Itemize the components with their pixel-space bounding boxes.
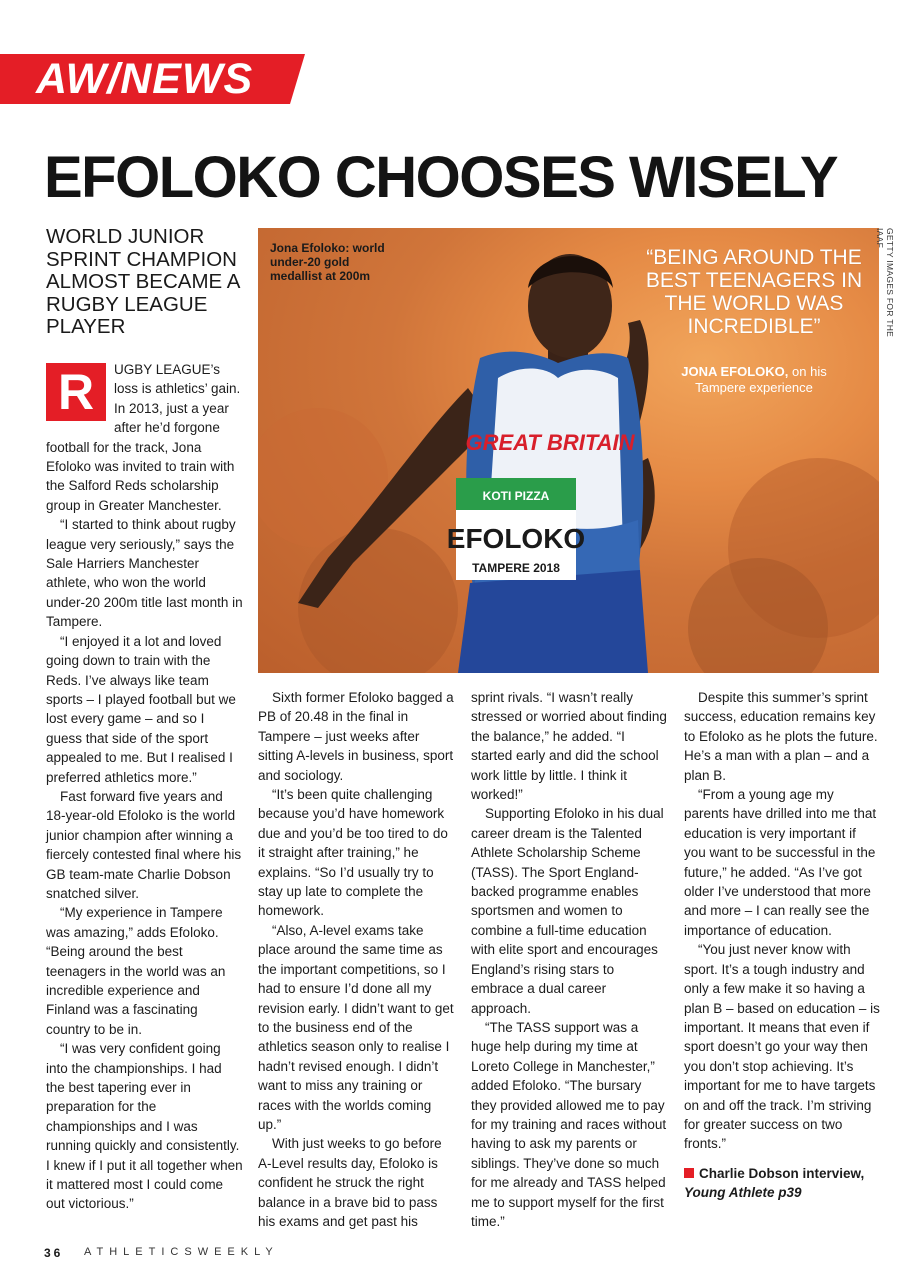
photo-caption: Jona Efoloko: world under-20 gold medallist at 200m (270, 241, 385, 283)
bib-sponsor: KOTI PIZZA (482, 489, 550, 503)
body-column-2 (258, 688, 455, 1231)
photo-credit: GETTY IMAGES FOR THE IAAF (875, 228, 895, 338)
paragraph: “The TASS support was a huge help during my time at Loreto College in Manchester,” added Efoloko. “The bursary they provided allowed me to pay for my training and races without having to ask my parents or siblings. They’ve done so much for me already and TASS helped me to support myself for the first time.” (471, 1019, 667, 1229)
paragraph: “My experience in Tampere was amazing,” adds Efoloko. “Being around the best teenagers in the world was an incredible experience and Finland was a fascinating country to be in. (46, 905, 226, 1037)
paragraph: UGBY LEAGUE’s loss is athletics’ gain. In 2013, just a year after he’d forgone football for the track, Jona Efoloko was invited to train with the Salford Reds scholarship group in Greater Manchester. (46, 362, 241, 513)
paragraph: Supporting Efoloko in his dual career dream is the Talented Athlete Scholarship Scheme (TASS). The Sport England-backed programme enables sportsmen and women to combine a full-time education with elite sport and encourages England’s rising stars to embrace a dual career approach. (471, 806, 664, 1016)
bib-name: EFOLOKO (446, 523, 586, 554)
paragraph: “I started to think about rugby league very seriously,” says the Sale Harriers Manchester athlete, who won the world under-20 200m title last month in Tampere. (46, 517, 243, 630)
paragraph: “Also, A-level exams take place around the same time as the important competitions, so I had to ensure I’d done all my revision early. I didn’t want to get to the business end of the athletics season only to realise I hadn’t revised enough. I didn’t want to miss any training or races with the worlds coming up.” (258, 922, 454, 1132)
body-column-1 (46, 360, 243, 1214)
paragraph: “I was very confident going into the championships. I had the best tapering ever in preparation for the championships and I was running quickly and consistently. I knew if I put it all together when it mattered most I could come out victorious.” (46, 1041, 243, 1212)
pull-quote-attribution (669, 364, 839, 396)
paragraph: “It’s been quite challenging because you’d have homework due and you’d be too tired to do it straight after training,” he explains. “So I’d usually try to stay up late to complete the homework. (258, 787, 448, 919)
vest-text: GREAT BRITAIN (465, 430, 635, 455)
standfirst: WORLD JUNIOR SPRINT CHAMPION ALMOST BECAME A RUGBY LEAGUE PLAYER (46, 225, 240, 338)
pull-quote-name: JONA EFOLOKO, (681, 364, 789, 379)
square-bullet-icon (684, 1168, 694, 1178)
signoff-lead: Charlie Dobson interview, (699, 1165, 865, 1181)
headline: EFOLOKO CHOOSES WISELY (44, 145, 838, 210)
pull-quote-context: on his Tampere experience (695, 364, 827, 395)
paragraph: “From a young age my parents have drilled into me that education is very important if you want to be successful in the future,” he added. “As I’ve got older I’ve understood that more and more – I can really see the importance of education. (684, 787, 877, 938)
drop-cap: R (46, 363, 106, 421)
athlete-photo (258, 228, 879, 673)
paragraph: “I enjoyed it a lot and loved going down to train with the Reds. I’ve always like team sports – I played football but we lost every game – and so I guess that side of the sport appealed to me. But I realised I preferred athletics more.” (46, 633, 236, 785)
section-label: AW/NEWS (36, 55, 254, 103)
publication-name: ATHLETICSWEEKLY (84, 1246, 279, 1258)
signoff-reference: Young Athlete p39 (684, 1184, 802, 1200)
paragraph: Despite this summer’s sprint success, education remains key to Efoloko as he plots the future. He’s a man with a plan – and a plan B. (684, 690, 878, 783)
page-number: 36 (44, 1246, 64, 1260)
paragraph: sprint rivals. “I wasn’t really stressed or worried about finding the balance,” he added. “I started early and did the school work little by little. I think it worked!” (471, 690, 667, 803)
paragraph: Fast forward five years and 18-year-old Efoloko is the world junior champion after winning a fiercely contested final where his GB team-mate Charlie Dobson snatched silver. (46, 788, 242, 901)
signoff (684, 1164, 881, 1202)
paragraph: Sixth former Efoloko bagged a PB of 20.48 in the final in Tampere – just weeks after sitting A-levels in business, sport and sociology. (258, 690, 454, 783)
paragraph: “You just never know with sport. It’s a tough industry and only a few make it so having a plan B – based on education – is important. It means that even if sport doesn’t go your way then you don’t stop achieving. It’s important for me to have targets on and off the track. I’m striving for greater success on two fronts.” (684, 942, 880, 1152)
paragraph: With just weeks to go before A-Level results day, Efoloko is confident he struck the right balance in a brave bid to pass his exams and get past his (258, 1136, 442, 1229)
body-column-4 (684, 688, 881, 1202)
pull-quote: “BEING AROUND THE BEST TEENAGERS IN THE WORLD WAS INCREDIBLE” (645, 246, 863, 338)
body-column-3 (471, 688, 668, 1231)
bib-event: TAMPERE 2018 (472, 561, 560, 575)
